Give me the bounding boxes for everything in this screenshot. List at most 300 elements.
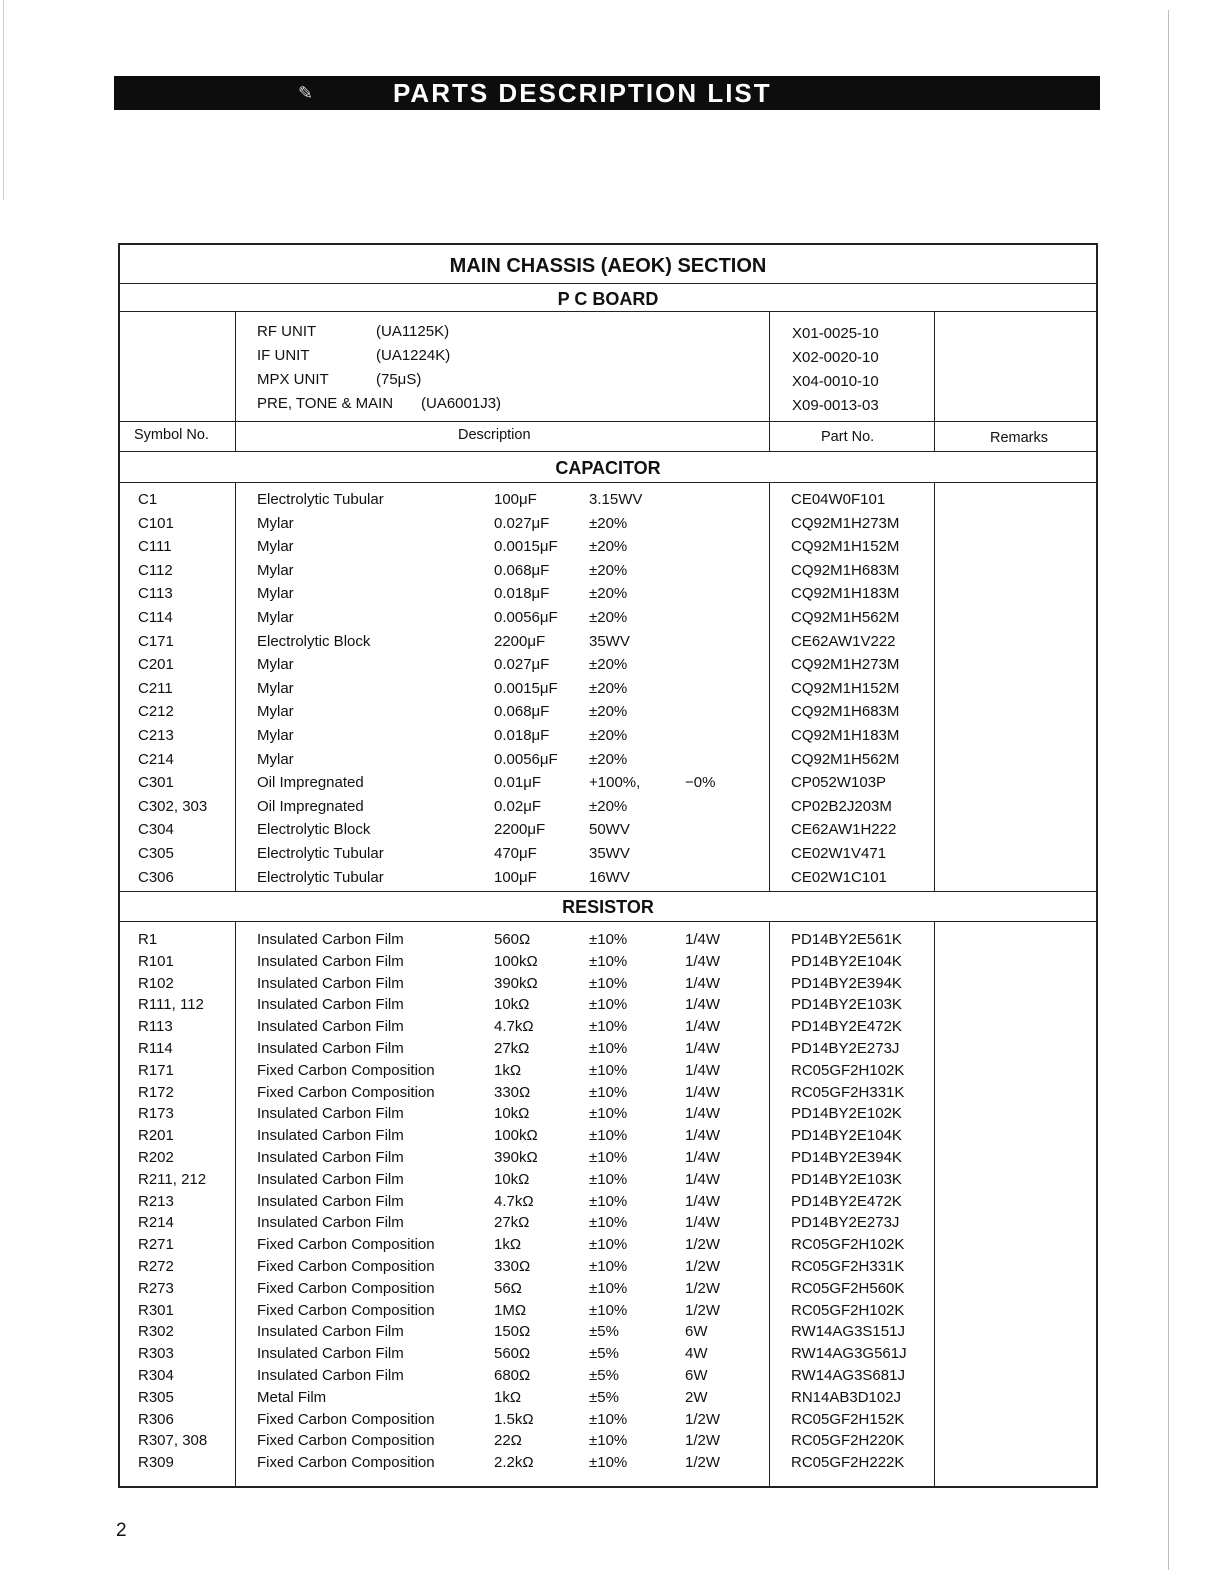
description-cell: Insulated Carbon Film	[257, 1018, 404, 1036]
value-cell: 10kΩ	[494, 1170, 530, 1188]
extra-rating-cell: 1/2W	[685, 1432, 721, 1450]
symbol-cell: C302, 303	[138, 797, 208, 815]
rating-cell: 50WV	[589, 821, 630, 839]
value-cell: 1kΩ	[494, 1061, 522, 1079]
value-cell: 680Ω	[494, 1367, 531, 1384]
rating-cell: ±20%	[589, 750, 628, 768]
description-cell: Electrolytic Tubular	[257, 491, 384, 508]
table-row	[120, 1430, 1096, 1452]
symbol-cell: R213	[138, 1192, 174, 1210]
symbol-cell: C211	[138, 679, 173, 697]
symbol-cell: R102	[138, 974, 174, 992]
rating-cell: ±10%	[589, 1040, 628, 1057]
header-description: Description	[458, 427, 531, 443]
section-title: MAIN CHASSIS (AEOK) SECTION	[449, 255, 767, 277]
symbol-cell: R273	[138, 1279, 174, 1297]
description-cell: Fixed Carbon Composition	[257, 1454, 435, 1472]
description-cell: Insulated Carbon Film	[257, 1214, 404, 1232]
table-row	[120, 1321, 1096, 1343]
page-title: PARTS DESCRIPTION LIST	[393, 78, 772, 108]
value-cell: 150Ω	[494, 1323, 531, 1341]
parts-table	[118, 243, 1098, 1488]
symbol-cell: R211, 212	[138, 1170, 207, 1188]
table-row	[120, 1016, 1096, 1038]
divider	[120, 921, 1096, 922]
value-cell: 1kΩ	[494, 1388, 522, 1406]
rating-cell: ±10%	[589, 1214, 628, 1232]
value-cell: 390kΩ	[494, 1149, 538, 1166]
rating-cell: ±20%	[589, 727, 628, 744]
value-cell: 0.0015μF	[494, 679, 558, 697]
header-remarks: Remarks	[990, 430, 1049, 446]
part-number-cell: CQ92M1H183M	[791, 727, 900, 744]
description-cell: Insulated Carbon Film	[257, 952, 404, 970]
table-row	[120, 1212, 1096, 1234]
part-number-cell: RN14AB3D102J	[791, 1388, 902, 1406]
extra-rating-cell: 4W	[685, 1345, 708, 1363]
description-cell: Electrolytic Block	[257, 632, 371, 650]
symbol-cell: C111	[138, 538, 172, 556]
extra-rating-cell: 1/4W	[685, 1105, 721, 1123]
rating-cell: ±10%	[589, 931, 628, 948]
value-cell: 330Ω	[494, 1258, 531, 1275]
symbol-cell: C301	[138, 774, 174, 792]
divider	[120, 891, 1096, 892]
part-number-cell: PD14BY2E472K	[791, 1018, 902, 1036]
description-cell: Mylar	[257, 656, 294, 674]
value-cell: 100kΩ	[494, 952, 538, 970]
table-row	[120, 1038, 1096, 1060]
symbol-cell: R302	[138, 1323, 174, 1341]
extra-rating-cell: 1/4W	[685, 1127, 721, 1145]
extra-rating-cell: 1/4W	[685, 1018, 721, 1036]
part-number-cell: PD14BY2E394K	[791, 974, 902, 992]
rating-cell: ±20%	[589, 703, 628, 721]
rating-cell: 3.15WV	[589, 491, 643, 508]
table-row	[120, 819, 1096, 841]
part-number-cell: RW14AG3G561J	[791, 1345, 907, 1363]
rating-cell: 16WV	[589, 868, 630, 886]
table-row	[120, 1365, 1096, 1387]
description-cell: Insulated Carbon Film	[257, 1149, 404, 1166]
table-row	[120, 951, 1096, 973]
table-row	[120, 489, 1096, 511]
column-divider	[235, 311, 236, 451]
table-row	[120, 678, 1096, 700]
table-row	[120, 929, 1096, 951]
value-cell: 1.5kΩ	[494, 1410, 534, 1428]
divider	[120, 283, 1096, 284]
value-cell: 2200μF	[494, 632, 546, 650]
extra-rating-cell: 1/4W	[685, 974, 721, 992]
description-cell: Fixed Carbon Composition	[257, 1410, 435, 1428]
part-number-cell: PD14BY2E102K	[791, 1105, 902, 1123]
extra-rating-cell: 6W	[685, 1367, 708, 1384]
divider	[120, 451, 1096, 452]
symbol-cell: R172	[138, 1083, 174, 1101]
extra-rating-cell: 1/2W	[685, 1279, 721, 1297]
rating-cell: ±5%	[589, 1388, 619, 1406]
extra-rating-cell: 1/2W	[685, 1258, 721, 1275]
description-cell: Electrolytic Tubular	[257, 868, 384, 886]
description-cell: Fixed Carbon Composition	[257, 1301, 435, 1319]
description-cell: Mylar	[257, 538, 294, 556]
extra-rating-cell: 1/4W	[685, 931, 721, 948]
column-divider	[769, 311, 770, 451]
table-row	[120, 749, 1096, 771]
description-cell: Insulated Carbon Film	[257, 1127, 404, 1145]
symbol-cell: R111, 112	[138, 996, 204, 1014]
part-number-cell: PD14BY2E104K	[791, 1127, 902, 1145]
value-cell: 1MΩ	[494, 1301, 527, 1319]
rating-cell: 35WV	[589, 632, 630, 650]
part-number-cell: PD14BY2E103K	[791, 1170, 902, 1188]
rating-cell: ±20%	[589, 679, 628, 697]
description-cell: Insulated Carbon Film	[257, 1040, 404, 1057]
extra-rating-cell: 1/4W	[685, 996, 721, 1014]
table-row	[120, 583, 1096, 605]
part-number-cell: PD14BY2E394K	[791, 1149, 902, 1166]
rating-cell: ±10%	[589, 1236, 628, 1254]
rating-cell: ±10%	[589, 1454, 628, 1472]
extra-rating-cell: 1/2W	[685, 1454, 721, 1472]
symbol-cell: R271	[138, 1236, 174, 1254]
table-row	[120, 701, 1096, 723]
part-number-cell: CQ92M1H152M	[791, 679, 900, 697]
pc-board-name: IF UNIT	[257, 347, 310, 364]
extra-rating-cell: 1/4W	[685, 1040, 721, 1057]
value-cell: 560Ω	[494, 1345, 531, 1363]
rating-cell: ±20%	[589, 585, 628, 603]
value-cell: 2.2kΩ	[494, 1454, 534, 1472]
table-row	[120, 1409, 1096, 1431]
symbol-cell: R309	[138, 1454, 174, 1472]
part-number-cell: PD14BY2E104K	[791, 952, 902, 970]
description-cell: Insulated Carbon Film	[257, 1170, 404, 1188]
pc-board-code: (UA6001J3)	[421, 395, 502, 412]
divider	[120, 311, 1096, 312]
symbol-cell: R114	[138, 1040, 173, 1057]
description-cell: Metal Film	[257, 1388, 327, 1406]
extra-rating-cell: 1/4W	[685, 1170, 721, 1188]
pc-board-part: X02-0020-10	[792, 349, 879, 366]
table-row	[120, 513, 1096, 535]
column-divider	[934, 311, 935, 451]
symbol-cell: R101	[138, 952, 174, 970]
description-cell: Mylar	[257, 679, 294, 697]
table-row	[120, 1147, 1096, 1169]
symbol-cell: C113	[138, 585, 173, 603]
symbol-cell: R1	[138, 931, 158, 948]
rating-cell: ±20%	[589, 797, 628, 815]
rating-cell: +100%,	[589, 774, 641, 792]
table-row	[120, 994, 1096, 1016]
rating-cell: ±10%	[589, 974, 628, 992]
part-number-cell: RW14AG3S681J	[791, 1367, 905, 1384]
capacitor-heading: CAPACITOR	[555, 458, 661, 478]
part-number-cell: CQ92M1H152M	[791, 538, 900, 556]
symbol-cell: R305	[138, 1388, 174, 1406]
symbol-cell: C304	[138, 821, 174, 839]
rating-cell: ±10%	[589, 996, 628, 1014]
part-number-cell: RW14AG3S151J	[791, 1323, 905, 1341]
rating-cell: ±10%	[589, 1410, 628, 1428]
part-number-cell: CE62AW1H222	[791, 821, 897, 839]
part-number-cell: RC05GF2H222K	[791, 1454, 905, 1472]
table-row	[120, 725, 1096, 747]
rating-cell: ±10%	[589, 1105, 628, 1123]
value-cell: 56Ω	[494, 1279, 522, 1297]
description-cell: Mylar	[257, 514, 294, 532]
rating-cell: ±10%	[589, 1149, 628, 1166]
symbol-cell: C101	[138, 514, 174, 532]
rating-cell: ±10%	[589, 1018, 628, 1036]
rating-cell: ±20%	[589, 538, 628, 556]
part-number-cell: CQ92M1H683M	[791, 703, 900, 721]
value-cell: 0.027μF	[494, 656, 550, 674]
page-banner	[114, 76, 1100, 110]
value-cell: 330Ω	[494, 1083, 531, 1101]
symbol-cell: R303	[138, 1345, 174, 1363]
description-cell: Insulated Carbon Film	[257, 1367, 404, 1384]
table-row	[120, 607, 1096, 629]
symbol-cell: R301	[138, 1301, 174, 1319]
rating-cell: ±10%	[589, 952, 628, 970]
table-row	[120, 654, 1096, 676]
symbol-cell: C201	[138, 656, 174, 674]
part-number-cell: CP02B2J203M	[791, 797, 892, 815]
table-row	[120, 1082, 1096, 1104]
table-row	[120, 1256, 1096, 1278]
description-cell: Insulated Carbon Film	[257, 1105, 404, 1123]
rating-cell: 35WV	[589, 845, 630, 862]
part-number-cell: RC05GF2H102K	[791, 1061, 905, 1079]
table-row	[120, 1300, 1096, 1322]
pc-board-part: X04-0010-10	[792, 373, 879, 390]
value-cell: 27kΩ	[494, 1214, 530, 1232]
table-row	[120, 536, 1096, 558]
table-row	[120, 560, 1096, 582]
description-cell: Insulated Carbon Film	[257, 1323, 404, 1341]
value-cell: 100μF	[494, 491, 537, 508]
description-cell: Mylar	[257, 561, 294, 579]
description-cell: Oil Impregnated	[257, 774, 364, 792]
scan-edge-right	[1168, 10, 1169, 1570]
symbol-cell: C214	[138, 750, 174, 768]
header-part-no: Part No.	[821, 429, 875, 445]
description-cell: Electrolytic Tubular	[257, 845, 384, 862]
value-cell: 4.7kΩ	[494, 1192, 534, 1210]
part-number-cell: RC05GF2H331K	[791, 1083, 905, 1101]
symbol-cell: R306	[138, 1410, 174, 1428]
description-cell: Mylar	[257, 750, 294, 768]
part-number-cell: RC05GF2H331K	[791, 1258, 905, 1275]
table-row	[120, 1387, 1096, 1409]
value-cell: 22Ω	[494, 1432, 522, 1450]
value-cell: 0.027μF	[494, 514, 550, 532]
table-row	[120, 1343, 1096, 1365]
description-cell: Electrolytic Block	[257, 821, 371, 839]
pc-board-name: MPX UNIT	[257, 371, 329, 388]
value-cell: 10kΩ	[494, 1105, 530, 1123]
description-cell: Fixed Carbon Composition	[257, 1432, 435, 1450]
rating-cell: ±20%	[589, 656, 628, 674]
description-cell: Insulated Carbon Film	[257, 1345, 404, 1363]
rating-cell: ±5%	[589, 1345, 619, 1363]
symbol-cell: R214	[138, 1214, 174, 1232]
part-number-cell: PD14BY2E561K	[791, 931, 902, 948]
part-number-cell: PD14BY2E273J	[791, 1040, 900, 1057]
value-cell: 100μF	[494, 868, 537, 886]
banner-ornament: ✎	[298, 83, 314, 103]
part-number-cell: CE02W1C101	[791, 868, 887, 886]
value-cell: 0.068μF	[494, 561, 550, 579]
symbol-cell: C306	[138, 868, 174, 886]
table-row	[120, 631, 1096, 653]
rating-cell: ±10%	[589, 1127, 628, 1145]
extra-rating-cell: 1/4W	[685, 1083, 721, 1101]
rating-cell: ±10%	[589, 1279, 628, 1297]
table-row	[120, 1452, 1096, 1474]
rating-cell: ±10%	[589, 1061, 628, 1079]
extra-rating-cell: 1/4W	[685, 1149, 721, 1166]
symbol-cell: R307, 308	[138, 1432, 208, 1450]
description-cell: Oil Impregnated	[257, 797, 364, 815]
value-cell: 0.0056μF	[494, 750, 558, 768]
part-number-cell: RC05GF2H102K	[791, 1236, 905, 1254]
pc-board-code: (UA1224K)	[376, 347, 451, 364]
description-cell: Mylar	[257, 703, 294, 721]
symbol-cell: R171	[138, 1061, 174, 1079]
section-subtitle: P C BOARD	[557, 289, 659, 309]
divider	[120, 421, 1096, 422]
value-cell: 0.018μF	[494, 727, 550, 744]
extra-rating-cell: 2W	[685, 1388, 708, 1406]
symbol-cell: C1	[138, 491, 158, 508]
value-cell: 1kΩ	[494, 1236, 522, 1254]
divider	[120, 482, 1096, 483]
part-number-cell: PD14BY2E472K	[791, 1192, 902, 1210]
part-number-cell: RC05GF2H152K	[791, 1410, 905, 1428]
part-number-cell: RC05GF2H102K	[791, 1301, 905, 1319]
page-number: 2	[116, 1520, 127, 1541]
pc-board-part: X09-0013-03	[792, 397, 879, 414]
part-number-cell: CE02W1V471	[791, 845, 887, 862]
value-cell: 0.018μF	[494, 585, 550, 603]
part-number-cell: PD14BY2E103K	[791, 996, 902, 1014]
symbol-cell: R202	[138, 1149, 174, 1166]
value-cell: 4.7kΩ	[494, 1018, 534, 1036]
value-cell: 0.02μF	[494, 797, 541, 815]
part-number-cell: CQ92M1H562M	[791, 750, 900, 768]
table-row	[120, 843, 1096, 865]
extra-rating-cell: 1/4W	[685, 1192, 721, 1210]
description-cell: Insulated Carbon Film	[257, 1192, 404, 1210]
value-cell: 2200μF	[494, 821, 546, 839]
rating-cell: ±5%	[589, 1367, 619, 1384]
symbol-cell: R173	[138, 1105, 174, 1123]
description-cell: Mylar	[257, 585, 294, 603]
extra-rating-cell: 1/2W	[685, 1410, 721, 1428]
rating-cell: ±10%	[589, 1432, 628, 1450]
rating-cell: ±5%	[589, 1323, 619, 1341]
description-cell: Fixed Carbon Composition	[257, 1279, 435, 1297]
rating-cell: ±10%	[589, 1083, 628, 1101]
value-cell: 560Ω	[494, 931, 531, 948]
part-number-cell: RC05GF2H560K	[791, 1279, 905, 1297]
value-cell: 0.01μF	[494, 774, 541, 792]
value-cell: 27kΩ	[494, 1040, 530, 1057]
table-row	[120, 1103, 1096, 1125]
symbol-cell: R304	[138, 1367, 174, 1384]
resistor-heading: RESISTOR	[562, 897, 654, 917]
value-cell: 470μF	[494, 845, 537, 862]
table-row	[120, 772, 1096, 794]
value-cell: 10kΩ	[494, 996, 530, 1014]
description-cell: Insulated Carbon Film	[257, 931, 404, 948]
extra-rating-cell: 1/2W	[685, 1301, 721, 1319]
pc-board-name: RF UNIT	[257, 323, 317, 340]
table-row	[120, 973, 1096, 995]
rating-cell: ±20%	[589, 561, 628, 579]
pc-board-name: PRE, TONE & MAIN	[257, 395, 394, 412]
scan-edge-left	[3, 0, 4, 200]
symbol-cell: C112	[138, 561, 173, 579]
value-cell: 100kΩ	[494, 1127, 538, 1145]
table-row	[120, 1278, 1096, 1300]
symbol-cell: R113	[138, 1018, 173, 1036]
rating-cell: ±10%	[589, 1301, 628, 1319]
part-number-cell: CE62AW1V222	[791, 632, 896, 650]
part-number-cell: CQ92M1H183M	[791, 585, 900, 603]
symbol-cell: C114	[138, 609, 173, 626]
value-cell: 0.0056μF	[494, 609, 558, 626]
extra-rating-cell: 1/2W	[685, 1236, 721, 1254]
extra-rating-cell: 1/4W	[685, 1214, 721, 1232]
symbol-cell: R272	[138, 1258, 174, 1275]
rating-cell: ±10%	[589, 1170, 628, 1188]
part-number-cell: CQ92M1H273M	[791, 514, 900, 532]
symbol-cell: C213	[138, 727, 174, 744]
extra-rating-cell: 1/4W	[685, 952, 721, 970]
value-cell: 0.0015μF	[494, 538, 558, 556]
pc-board-code: (UA1125K)	[376, 323, 450, 340]
description-cell: Fixed Carbon Composition	[257, 1236, 435, 1254]
description-cell: Fixed Carbon Composition	[257, 1083, 435, 1101]
description-cell: Mylar	[257, 609, 294, 626]
table-row	[120, 1234, 1096, 1256]
table-row	[120, 796, 1096, 818]
description-cell: Insulated Carbon Film	[257, 996, 404, 1014]
part-number-cell: CQ92M1H683M	[791, 561, 900, 579]
symbol-cell: C305	[138, 845, 174, 862]
table-row	[120, 1125, 1096, 1147]
table-row	[120, 1060, 1096, 1082]
rating-cell: ±10%	[589, 1258, 628, 1275]
description-cell: Mylar	[257, 727, 294, 744]
extra-rating-cell: 1/4W	[685, 1061, 721, 1079]
pc-board-part: X01-0025-10	[792, 325, 879, 342]
part-number-cell: RC05GF2H220K	[791, 1432, 905, 1450]
pc-board-code: (75μS)	[376, 371, 422, 388]
description-cell: Fixed Carbon Composition	[257, 1061, 435, 1079]
part-number-cell: PD14BY2E273J	[791, 1214, 900, 1232]
table-row	[120, 1191, 1096, 1213]
header-symbol: Symbol No.	[134, 427, 209, 443]
description-cell: Fixed Carbon Composition	[257, 1258, 435, 1275]
value-cell: 0.068μF	[494, 703, 550, 721]
extra-rating-cell: 6W	[685, 1323, 708, 1341]
